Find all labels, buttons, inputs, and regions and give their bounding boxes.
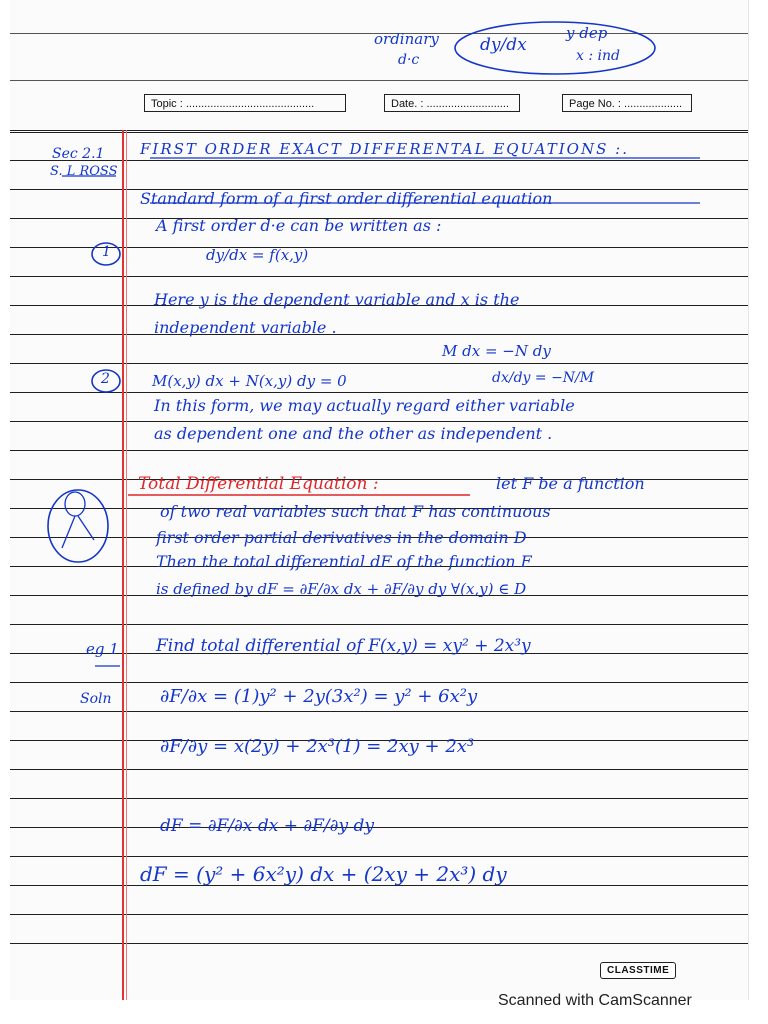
heading: FIRST ORDER EXACT DIFFERENTAL EQUATIONS :. — [140, 140, 629, 158]
equation-line: M dx = −N dy — [442, 342, 551, 360]
equation-line: is defined by dF = ∂F/∂x dx + ∂F/∂y dy ∀(x,y) ∈ D — [156, 580, 527, 598]
note-line: of two real variables such that F has continuous — [160, 502, 551, 521]
topic-field: Topic : .......................................... — [144, 94, 346, 112]
note-line: Standard form of a first order differential equation — [140, 189, 553, 208]
example-line: Find total differential of F(x,y) = xy² + 2x³y — [156, 636, 531, 656]
margin-example: eg 1 — [86, 640, 119, 658]
solution-line: ∂F/∂x = (1)y² + 2y(3x²) = y² + 6x²y — [160, 686, 478, 707]
top-note-y-dep: y dep — [566, 24, 608, 42]
note-line: A first order d·e can be written as : — [156, 216, 442, 235]
diagram-circle — [48, 490, 108, 562]
margin-number-2: 2 — [101, 371, 110, 387]
note-line: In this form, we may actually regard either variable — [154, 396, 575, 415]
note-line: let F be a function — [496, 474, 645, 493]
top-note-dc: d·c — [398, 52, 420, 68]
red-heading: Total Differential Equation : — [138, 474, 379, 494]
margin-section: Sec 2.1 — [52, 146, 105, 162]
note-line: independent variable . — [154, 318, 337, 337]
margin-author: S. L ROSS — [50, 164, 118, 179]
solution-line: dF = (y² + 6x²y) dx + (2xy + 2x³) dy — [140, 862, 507, 886]
note-line: Then the total differential dF of the function F — [156, 552, 532, 571]
equation-line: M(x,y) dx + N(x,y) dy = 0 — [152, 372, 347, 390]
top-note-x-ind: x : ind — [576, 48, 620, 64]
classtime-logo: CLASSTIME — [600, 962, 676, 979]
page-number-field: Page No. : ................... — [562, 94, 692, 112]
note-line: first order partial derivatives in the domain D — [156, 528, 527, 547]
top-note-ordinary: ordinary — [374, 30, 439, 48]
note-line: as dependent one and the other as independent . — [154, 424, 553, 443]
note-line: Here y is the dependent variable and x is the — [154, 290, 520, 309]
date-field: Date. : ........................... — [384, 94, 520, 112]
solution-line: dF = ∂F/∂x dx + ∂F/∂y dy — [160, 816, 374, 836]
margin-solution: Soln — [80, 691, 112, 707]
margin-number-1: 1 — [102, 244, 111, 260]
equation-line: dx/dy = −N/M — [492, 370, 595, 386]
solution-line: ∂F/∂y = x(2y) + 2x³(1) = 2xy + 2x³ — [160, 736, 475, 757]
notebook-page — [10, 0, 749, 1000]
top-note-dydx: dy/dx — [480, 35, 527, 55]
equation-line: dy/dx = f(x,y) — [206, 246, 309, 264]
scanner-watermark: Scanned with CamScanner — [498, 992, 692, 1009]
